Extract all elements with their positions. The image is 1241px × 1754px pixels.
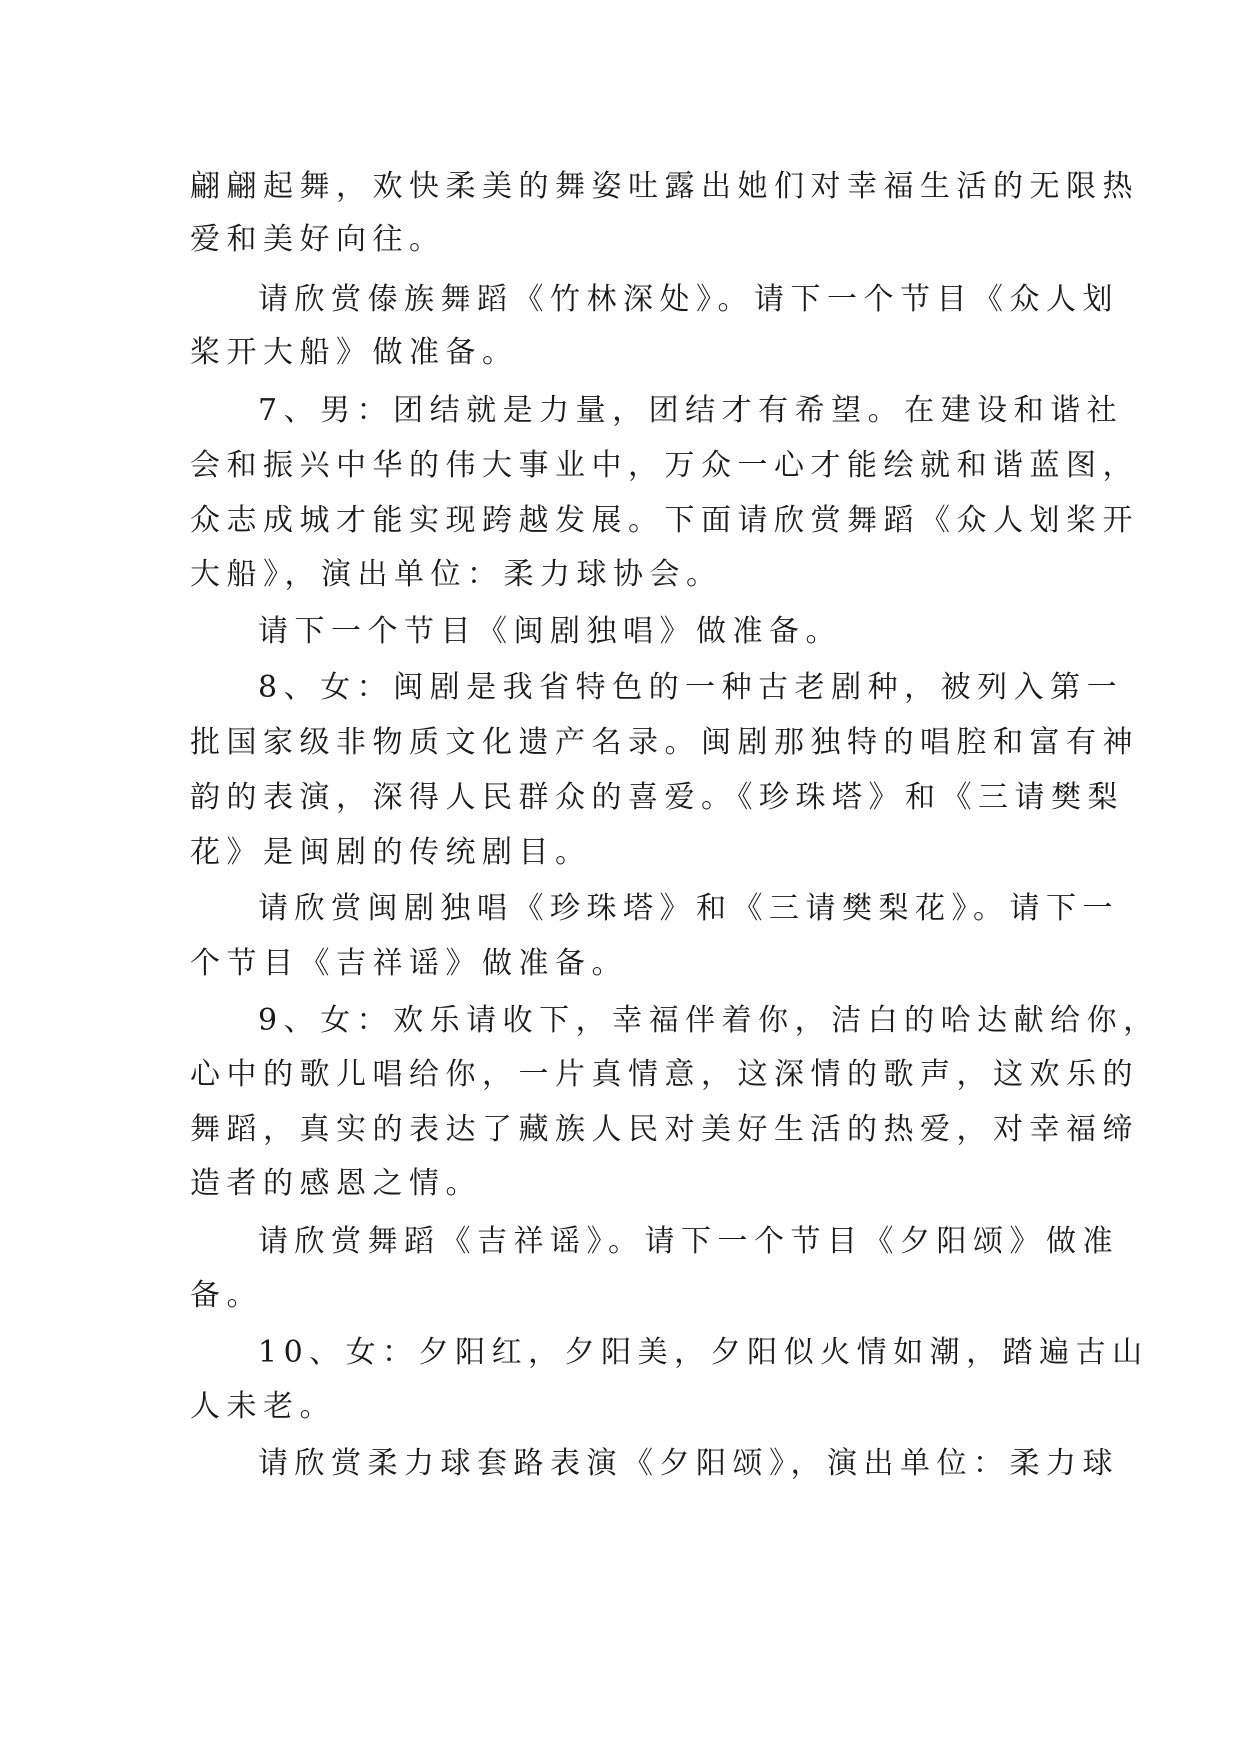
text-line: 会和振兴中华的伟大事业中，万众一心才能绘就和谐蓝图，	[190, 448, 1139, 483]
text-line: 请欣赏柔力球套路表演《夕阳颂》，演出单位：柔力球	[258, 1446, 1119, 1481]
text-line: 爱和美好向往。	[190, 222, 446, 257]
text-line: 舞蹈，真实的表达了藏族人民对美好生活的热爱，对幸福缔	[190, 1112, 1139, 1147]
text-line: 花》是闽剧的传统剧目。	[190, 835, 592, 870]
text-line: 7、男：团结就是力量，团结才有希望。在建设和谐社	[258, 393, 1124, 428]
text-line: 人未老。	[190, 1389, 336, 1424]
text-line: 请欣赏傣族舞蹈《竹林深处》。请下一个节目《众人划	[258, 282, 1119, 317]
text-line: 众志成城才能实现跨越发展。下面请欣赏舞蹈《众人划桨开	[190, 503, 1139, 538]
text-line: 大船》，演出单位：柔力球协会。	[190, 557, 723, 592]
text-line: 韵的表演，深得人民群众的喜爱。《珍珠塔》和《三请樊梨	[190, 780, 1124, 815]
text-line: 翩翩起舞，欢快柔美的舞姿吐露出她们对幸福生活的无限热	[190, 169, 1139, 204]
text-line: 桨开大船》做准备。	[190, 335, 519, 370]
text-line: 造者的感恩之情。	[190, 1166, 482, 1201]
text-line: 心中的歌儿唱给你，一片真情意，这深情的歌声，这欢乐的	[190, 1057, 1139, 1092]
text-line: 个节目《吉祥谣》做准备。	[190, 946, 628, 981]
text-line: 9、女：欢乐请收下，幸福伴着你，洁白的哈达献给你，	[258, 1003, 1160, 1038]
text-line: 10、女：夕阳红，夕阳美，夕阳似火情如潮，踏遍古山	[258, 1335, 1149, 1370]
text-line: 批国家级非物质文化遗产名录。闽剧那独特的唱腔和富有神	[190, 725, 1139, 760]
text-line: 8、女：闽剧是我省特色的一种古老剧种，被列入第一	[258, 670, 1124, 705]
text-line: 备。	[190, 1278, 263, 1313]
text-line: 请欣赏舞蹈《吉祥谣》。请下一个节目《夕阳颂》做准	[258, 1224, 1119, 1259]
text-line: 请欣赏闽剧独唱《珍珠塔》和《三请樊梨花》。请下一	[258, 891, 1119, 926]
text-line: 请下一个节目《闽剧独唱》做准备。	[258, 614, 842, 649]
